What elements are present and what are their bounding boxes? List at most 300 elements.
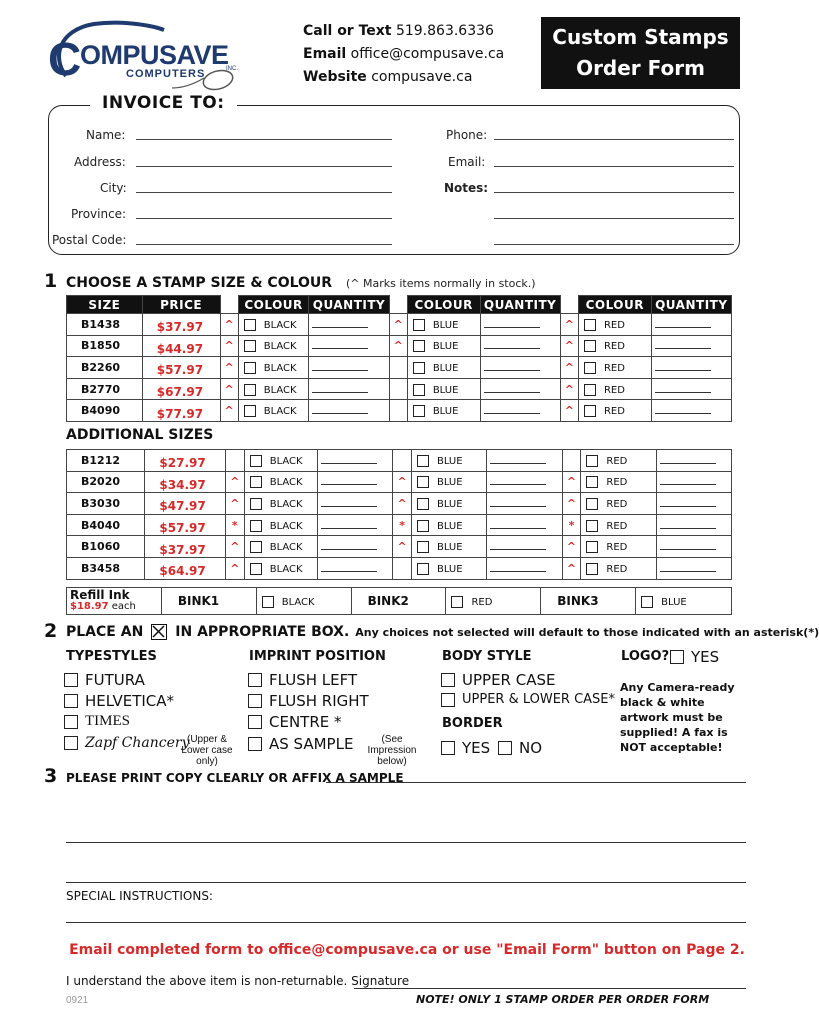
quantity-field[interactable] — [487, 471, 562, 493]
checkbox-blue[interactable] — [417, 541, 429, 553]
checkbox-upper-lower[interactable] — [441, 693, 455, 707]
option-upper-lower[interactable] — [441, 692, 615, 707]
quantity-line[interactable] — [490, 540, 546, 550]
checkbox-black[interactable] — [244, 384, 256, 396]
contact-info — [303, 20, 504, 89]
refill-label: Refill Ink — [70, 588, 130, 602]
logo-sub: COMPUTERS — [126, 68, 206, 80]
quantity-field[interactable] — [480, 378, 560, 400]
quantity-field[interactable] — [651, 357, 731, 379]
option-as-sample[interactable] — [248, 735, 353, 753]
quantity-field[interactable] — [317, 450, 392, 472]
checkbox-centre[interactable] — [248, 715, 262, 729]
quantity-field[interactable] — [656, 493, 731, 515]
quantity-field[interactable] — [651, 400, 731, 422]
colour-label: BLUE — [432, 362, 459, 374]
quantity-field[interactable] — [487, 493, 562, 515]
colour-option[interactable] — [581, 514, 656, 536]
colour-option[interactable] — [412, 450, 487, 472]
colour-label: BLACK — [269, 477, 303, 489]
section2-title-b: IN APPROPRIATE BOX. — [175, 624, 350, 640]
checkbox-zapf[interactable] — [64, 736, 78, 750]
quantity-line[interactable] — [655, 404, 711, 414]
quantity-field[interactable] — [656, 536, 731, 558]
section3-title: PLEASE PRINT COPY CLEARLY OR AFFIX A SAMPLE — [66, 771, 404, 785]
colour-option[interactable] — [578, 314, 651, 336]
checkbox-border-yes[interactable] — [441, 741, 455, 755]
quantity-field[interactable] — [487, 557, 562, 579]
checkbox-black[interactable] — [250, 520, 262, 532]
email-label: Email — [303, 46, 347, 62]
colour-option[interactable] — [244, 557, 317, 579]
name-label: Name: — [86, 128, 126, 142]
price-cell: $64.97 — [145, 557, 226, 579]
stock-mark — [389, 378, 407, 400]
colour-label: RED — [603, 319, 625, 331]
quantity-line[interactable] — [312, 383, 368, 393]
stock-mark: ^ — [389, 314, 407, 336]
imprint-heading: IMPRINT POSITION — [249, 649, 386, 664]
logo-main: OMPUSAVE — [80, 40, 229, 70]
stock-mark — [393, 450, 412, 472]
colour-option[interactable] — [244, 514, 317, 536]
refill-colour-2: RED — [471, 596, 493, 608]
form-title-line1: Custom Stamps — [552, 25, 729, 49]
colour-option[interactable] — [244, 536, 317, 558]
notes-field-1[interactable] — [494, 181, 734, 193]
refill-option-3[interactable] — [636, 588, 732, 615]
quantity-field[interactable] — [480, 400, 560, 422]
price-cell: $44.97 — [142, 335, 220, 357]
quantity-field[interactable] — [651, 378, 731, 400]
label-as-sample: AS SAMPLE — [269, 735, 354, 753]
size-cell: B4040 — [67, 514, 145, 536]
stock-mark: ^ — [560, 314, 578, 336]
colour-label: BLUE — [432, 384, 459, 396]
quantity-line[interactable] — [660, 540, 716, 550]
checkbox-black[interactable] — [250, 476, 262, 488]
quantity-line[interactable] — [484, 383, 540, 393]
quantity-line[interactable] — [490, 562, 546, 572]
label-logo-yes: YES — [691, 648, 720, 666]
table-row — [67, 378, 732, 400]
logo-inc: INC. — [226, 66, 238, 72]
quantity-field[interactable] — [656, 471, 731, 493]
postal-label: Postal Code: — [52, 233, 127, 247]
checkbox-refill-blue[interactable] — [641, 596, 653, 608]
header-quantity-2: QUANTITY — [480, 296, 560, 314]
option-upper-case[interactable] — [441, 671, 555, 689]
label-times: TIMES — [85, 713, 130, 729]
quantity-line[interactable] — [321, 497, 377, 507]
email-instruction: Email completed form to office@compusave.ca or use "Email Form" button on Page 2. — [69, 942, 745, 958]
checkbox-red[interactable] — [586, 541, 598, 553]
stock-mark: ^ — [220, 335, 238, 357]
quantity-field[interactable] — [487, 450, 562, 472]
stock-mark: ^ — [220, 400, 238, 422]
checkbox-logo-yes[interactable] — [670, 650, 684, 664]
colour-label: BLUE — [437, 542, 463, 554]
colour-option[interactable] — [238, 400, 309, 422]
colour-option[interactable] — [412, 536, 487, 558]
colour-option[interactable] — [581, 471, 656, 493]
quantity-field[interactable] — [656, 514, 731, 536]
size-cell: B3458 — [67, 557, 145, 579]
option-zapf[interactable] — [64, 735, 190, 751]
checkbox-refill-red[interactable] — [451, 596, 463, 608]
call-label: Call or Text — [303, 23, 392, 39]
option-flush-right[interactable] — [248, 692, 369, 710]
checkbox-red[interactable] — [586, 476, 598, 488]
quantity-line[interactable] — [655, 339, 711, 349]
quantity-line[interactable] — [321, 562, 377, 572]
website-value: compusave.ca — [371, 69, 473, 85]
table-row — [67, 514, 732, 536]
quantity-field[interactable] — [309, 357, 389, 379]
quantity-line[interactable] — [490, 475, 546, 485]
checkbox-flush-left[interactable] — [248, 673, 262, 687]
quantity-field[interactable] — [317, 471, 392, 493]
checkbox-helvetica[interactable] — [64, 694, 78, 708]
checkbox-red[interactable] — [584, 362, 596, 374]
checkbox-red[interactable] — [584, 340, 596, 352]
email-label-field: Email: — [448, 155, 486, 169]
price-cell: $67.97 — [142, 378, 220, 400]
company-logo — [44, 18, 244, 98]
call-value: 519.863.6336 — [395, 23, 494, 39]
price-cell: $47.97 — [145, 493, 226, 515]
table-header-row — [67, 296, 732, 314]
checkbox-blue[interactable] — [413, 384, 425, 396]
colour-option[interactable] — [578, 400, 651, 422]
invoice-title: INVOICE TO: — [90, 93, 237, 113]
option-helvetica[interactable] — [64, 692, 174, 710]
checkbox-blue[interactable] — [413, 340, 425, 352]
option-border-yes[interactable] — [441, 739, 490, 757]
refill-each: each — [111, 601, 136, 612]
quantity-line[interactable] — [660, 454, 716, 464]
size-cell: B2260 — [67, 357, 143, 379]
stock-mark: * — [393, 514, 412, 536]
section1-note: (^ Marks items normally in stock.) — [346, 277, 536, 290]
quantity-field[interactable] — [651, 335, 731, 357]
colour-option[interactable] — [412, 514, 487, 536]
label-zapf: Zapf Chancery — [85, 735, 190, 751]
quantity-field[interactable] — [309, 400, 389, 422]
sample-note: (See Impression below) — [367, 734, 417, 767]
quantity-field[interactable] — [480, 335, 560, 357]
checkbox-blue[interactable] — [413, 319, 425, 331]
notes-label: Notes: — [444, 181, 489, 195]
stock-mark: ^ — [389, 335, 407, 357]
stock-mark — [225, 450, 244, 472]
copy-line-0[interactable] — [326, 782, 746, 783]
additional-sizes-title: ADDITIONAL SIZES — [66, 427, 214, 443]
body-style-heading: BODY STYLE — [442, 649, 532, 664]
quantity-field[interactable] — [480, 357, 560, 379]
colour-option[interactable] — [238, 378, 309, 400]
postal-field[interactable] — [136, 233, 392, 245]
checkbox-blue[interactable] — [417, 498, 429, 510]
checkbox-blue[interactable] — [417, 476, 429, 488]
colour-label: BLUE — [437, 563, 463, 575]
header-size: SIZE — [67, 296, 143, 314]
checkbox-blue[interactable] — [417, 455, 429, 467]
colour-label: BLACK — [263, 319, 297, 331]
header-quantity-3: QUANTITY — [651, 296, 731, 314]
quantity-line[interactable] — [484, 318, 540, 328]
quantity-line[interactable] — [490, 519, 546, 529]
label-futura: FUTURA — [85, 671, 145, 689]
quantity-line[interactable] — [655, 383, 711, 393]
copy-line-1[interactable] — [66, 842, 746, 843]
label-helvetica: HELVETICA* — [85, 692, 175, 710]
colour-label: BLACK — [269, 455, 303, 467]
refill-colour-1: BLACK — [281, 596, 315, 608]
colour-option[interactable] — [407, 357, 480, 379]
checkbox-black[interactable] — [244, 319, 256, 331]
quantity-line[interactable] — [321, 519, 377, 529]
colour-option[interactable] — [412, 493, 487, 515]
stock-mark: ^ — [225, 536, 244, 558]
signature-line[interactable] — [354, 988, 746, 989]
colour-option[interactable] — [412, 557, 487, 579]
colour-label: RED — [603, 362, 625, 374]
quantity-line[interactable] — [312, 339, 368, 349]
stock-mark: ^ — [560, 400, 578, 422]
province-label: Province: — [71, 207, 127, 221]
stock-mark — [389, 400, 407, 422]
quantity-line[interactable] — [312, 404, 368, 414]
quantity-line[interactable] — [484, 361, 540, 371]
stock-mark: ^ — [220, 378, 238, 400]
colour-option[interactable] — [244, 493, 317, 515]
colour-option[interactable] — [578, 335, 651, 357]
checkbox-red[interactable] — [586, 498, 598, 510]
quantity-field[interactable] — [317, 557, 392, 579]
checkbox-futura[interactable] — [64, 673, 78, 687]
stock-mark: ^ — [562, 493, 581, 515]
colour-option[interactable] — [238, 335, 309, 357]
checkbox-blue[interactable] — [417, 520, 429, 532]
checkbox-red[interactable] — [584, 319, 596, 331]
table-row — [67, 493, 732, 515]
checkbox-black[interactable] — [244, 362, 256, 374]
logo-heading: LOGO? — [621, 649, 670, 664]
stock-mark: ^ — [220, 314, 238, 336]
colour-option[interactable] — [244, 450, 317, 472]
quantity-field[interactable] — [487, 514, 562, 536]
option-border-no[interactable] — [498, 739, 542, 757]
province-field[interactable] — [136, 207, 392, 219]
colour-option[interactable] — [578, 357, 651, 379]
colour-label: RED — [606, 498, 628, 510]
quantity-line[interactable] — [484, 404, 540, 414]
stock-mark: ^ — [562, 471, 581, 493]
checkbox-refill-black[interactable] — [262, 596, 274, 608]
address-field[interactable] — [136, 155, 392, 167]
colour-label: RED — [606, 477, 628, 489]
phone-field[interactable] — [494, 128, 734, 140]
colour-label: BLUE — [437, 455, 463, 467]
email-value: office@compusave.ca — [350, 46, 505, 62]
checkbox-red[interactable] — [586, 563, 598, 575]
name-field[interactable] — [136, 128, 392, 140]
logo-c: C — [48, 33, 82, 85]
quantity-field[interactable] — [309, 314, 389, 336]
footer-note: NOTE! ONLY 1 STAMP ORDER PER ORDER FORM — [416, 993, 710, 1006]
section2-title — [66, 624, 819, 640]
header-price: PRICE — [142, 296, 220, 314]
price-cell: $57.97 — [145, 514, 226, 536]
quantity-field[interactable] — [317, 493, 392, 515]
special-instructions-line[interactable] — [66, 922, 746, 923]
quantity-line[interactable] — [321, 454, 377, 464]
quantity-line[interactable] — [660, 475, 716, 485]
colour-label: BLACK — [263, 362, 297, 374]
quantity-line[interactable] — [321, 540, 377, 550]
notes-field-3[interactable] — [494, 233, 734, 245]
checkbox-red[interactable] — [584, 384, 596, 396]
table-row — [67, 557, 732, 579]
colour-label: BLACK — [263, 384, 297, 396]
checkbox-as-sample[interactable] — [248, 737, 262, 751]
quantity-line[interactable] — [490, 454, 546, 464]
notes-field-2[interactable] — [494, 207, 734, 219]
checkbox-border-no[interactable] — [498, 741, 512, 755]
phone-label: Phone: — [446, 128, 488, 142]
header-quantity-1: QUANTITY — [309, 296, 389, 314]
quantity-line[interactable] — [660, 519, 716, 529]
quantity-field[interactable] — [309, 378, 389, 400]
size-cell: B1060 — [67, 536, 145, 558]
checkbox-red[interactable] — [586, 520, 598, 532]
quantity-line[interactable] — [490, 497, 546, 507]
colour-label: RED — [606, 520, 628, 532]
option-flush-left[interactable] — [248, 671, 357, 689]
colour-label: BLACK — [269, 520, 303, 532]
quantity-field[interactable] — [317, 536, 392, 558]
quantity-field[interactable] — [317, 514, 392, 536]
checkbox-black[interactable] — [250, 498, 262, 510]
colour-option[interactable] — [238, 314, 309, 336]
checkbox-black[interactable] — [250, 455, 262, 467]
checkbox-black[interactable] — [250, 563, 262, 575]
stock-mark: ^ — [393, 471, 412, 493]
checkbox-blue[interactable] — [413, 405, 425, 417]
city-label: City: — [100, 181, 127, 195]
option-centre[interactable] — [248, 713, 342, 731]
quantity-field[interactable] — [656, 557, 731, 579]
quantity-field[interactable] — [480, 314, 560, 336]
checkbox-black[interactable] — [250, 541, 262, 553]
colour-option[interactable] — [407, 400, 480, 422]
refill-option-2[interactable] — [446, 588, 541, 615]
checkbox-red[interactable] — [584, 405, 596, 417]
colour-option[interactable] — [581, 450, 656, 472]
colour-label: RED — [603, 384, 625, 396]
option-futura[interactable] — [64, 671, 145, 689]
section2-note: Any choices not selected will default to those indicated with an asterisk(*) — [355, 625, 819, 639]
colour-option[interactable] — [244, 471, 317, 493]
colour-option[interactable] — [412, 471, 487, 493]
colour-option[interactable] — [581, 557, 656, 579]
checkbox-times[interactable] — [64, 715, 78, 729]
quantity-field[interactable] — [309, 335, 389, 357]
stock-mark: ^ — [562, 557, 581, 579]
checkbox-black[interactable] — [244, 405, 256, 417]
quantity-line[interactable] — [321, 475, 377, 485]
price-cell: $37.97 — [142, 314, 220, 336]
option-times[interactable] — [64, 713, 130, 730]
quantity-line[interactable] — [655, 318, 711, 328]
colour-label: BLACK — [263, 406, 297, 418]
colour-option[interactable] — [407, 335, 480, 357]
header-colour-3: COLOUR — [578, 296, 651, 314]
stock-mark: ^ — [562, 536, 581, 558]
checkbox-blue[interactable] — [417, 563, 429, 575]
colour-option[interactable] — [407, 378, 480, 400]
colour-label: RED — [603, 341, 625, 353]
checkbox-red[interactable] — [586, 455, 598, 467]
copy-line-2[interactable] — [66, 882, 746, 883]
checkbox-black[interactable] — [244, 340, 256, 352]
stock-mark: * — [225, 514, 244, 536]
colour-option[interactable] — [578, 378, 651, 400]
refill-code-1: BINK1 — [161, 588, 256, 615]
label-upper-lower: UPPER & LOWER CASE* — [462, 692, 616, 707]
refill-colour-3: BLUE — [661, 596, 687, 608]
quantity-field[interactable] — [656, 450, 731, 472]
quantity-line[interactable] — [312, 318, 368, 328]
colour-label: BLACK — [269, 498, 303, 510]
quantity-line[interactable] — [660, 562, 716, 572]
logo-note: Any Camera-ready black & white artwork must be supplied! A fax is NOT acceptable! — [620, 681, 735, 754]
address-label: Address: — [74, 155, 126, 169]
option-logo-yes[interactable] — [670, 648, 719, 666]
refill-option-1[interactable] — [256, 588, 351, 615]
colour-label: BLACK — [269, 542, 303, 554]
colour-option[interactable] — [581, 536, 656, 558]
typestyles-heading: TYPESTYLES — [66, 649, 157, 664]
checkbox-blue[interactable] — [413, 362, 425, 374]
form-code: 0921 — [66, 995, 89, 1006]
table-row — [67, 314, 732, 336]
city-field[interactable] — [136, 181, 392, 193]
checkbox-upper-case[interactable] — [441, 673, 455, 687]
table-row — [67, 536, 732, 558]
quantity-line[interactable] — [660, 497, 716, 507]
colour-label: BLUE — [432, 341, 459, 353]
quantity-field[interactable] — [487, 536, 562, 558]
section1-number: 1 — [44, 270, 58, 292]
quantity-line[interactable] — [484, 339, 540, 349]
quantity-line[interactable] — [655, 361, 711, 371]
colour-option[interactable] — [238, 357, 309, 379]
quantity-field[interactable] — [651, 314, 731, 336]
checkbox-flush-right[interactable] — [248, 694, 262, 708]
stock-mark: ^ — [560, 335, 578, 357]
website-label: Website — [303, 69, 367, 85]
colour-option[interactable] — [581, 493, 656, 515]
colour-option[interactable] — [407, 314, 480, 336]
stock-mark: * — [562, 514, 581, 536]
email-field[interactable] — [494, 155, 734, 167]
quantity-line[interactable] — [312, 361, 368, 371]
price-cell: $57.97 — [142, 357, 220, 379]
refill-label-cell — [67, 588, 162, 615]
colour-label: BLUE — [437, 477, 463, 489]
